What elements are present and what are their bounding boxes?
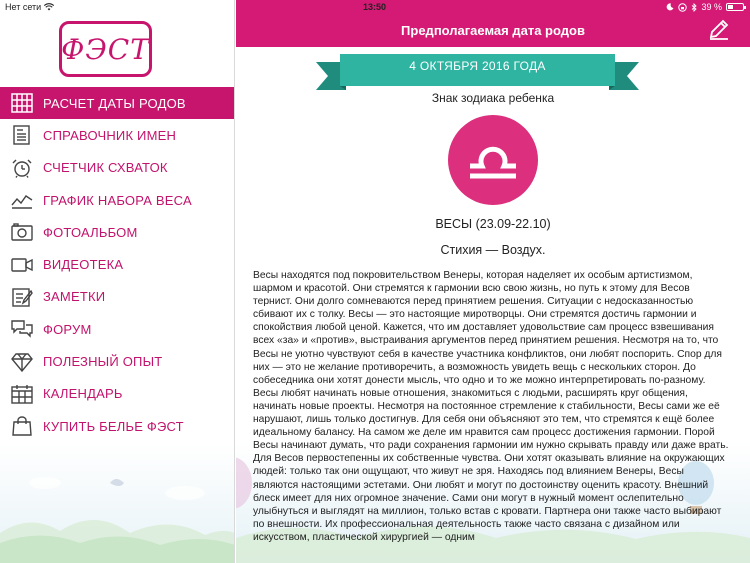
carrier-label: Нет сети xyxy=(5,2,42,12)
libra-icon xyxy=(468,140,518,180)
calendar-icon xyxy=(10,383,34,405)
sidebar-item-label: СПРАВОЧНИК ИМЕН xyxy=(43,127,177,143)
note-edit-icon xyxy=(10,286,34,308)
due-date: 4 ОКТЯБРЯ 2016 ГОДА xyxy=(409,59,546,73)
description-paragraph: Весы находятся под покровительством Венеры, которая наделяет их особым артистизмом, шармом и красотой. Они стремятся к гармонии всю свою жизнь, но путь к этому для Весов тернист. Они долго сомневаются перед принятием решения. Ситуации с недосказанностью сбивают их с толку. Весы — это настоящие миротворцы. Они стремятся достичь гармонии и спокойствия любой ценой. Кажется, что им доставляет удовольствие сам процесс взвешивания всех «за» и «против», выстраивания аргументов перед принятием решения. Несмотря на то, что Весы не уютно чувствуют себя в качестве участника конфликтов, они любят поспорить. Спор для них — это не желание противоречить, а возможность увидеть вещь с нескольких сторон. До собеседника они хотят донести мысль, что одно и то же можно интерпретировать по-разному. xyxy=(253,270,723,386)
sidebar-item-weight-chart[interactable] xyxy=(0,184,235,216)
grid-icon xyxy=(10,92,34,114)
lock-rotation-icon xyxy=(678,3,687,12)
sidebar-item-calendar[interactable] xyxy=(0,378,235,410)
status-time: 13:50 xyxy=(363,2,387,12)
sidebar-item-label: ФОТОАЛЬБОМ xyxy=(43,224,138,240)
sidebar-item-experience[interactable] xyxy=(0,345,235,377)
zodiac-description xyxy=(253,269,731,544)
sidebar-item-label: КУПИТЬ БЕЛЬЕ ФЭСТ xyxy=(43,418,184,434)
carrier-indicator xyxy=(5,2,54,12)
main-content xyxy=(236,47,750,563)
sidebar-item-notes[interactable] xyxy=(0,281,235,313)
brand-logo-text: ФЭСТ xyxy=(61,32,150,66)
battery-icon xyxy=(726,3,744,11)
page-title: Предполагаемая дата родов xyxy=(401,23,585,38)
sidebar-item-names[interactable] xyxy=(0,119,235,151)
status-bar xyxy=(0,0,750,14)
sidebar-item-label: РАСЧЕТ ДАТЫ РОДОВ xyxy=(43,95,186,111)
status-right xyxy=(666,2,744,12)
sidebar-item-contractions[interactable] xyxy=(0,152,235,184)
sidebar-background-illustration xyxy=(0,443,235,563)
sidebar-item-label: СЧЕТЧИК СХВАТОК xyxy=(43,160,168,176)
sidebar-item-label: ГРАФИК НАБОРА ВЕСА xyxy=(43,192,192,208)
zodiac-element: Стихия — Воздух. xyxy=(440,243,546,257)
wifi-icon xyxy=(44,3,54,11)
sidebar-item-label: ФОРУМ xyxy=(43,321,92,337)
alarm-clock-icon xyxy=(10,157,34,179)
chart-line-icon xyxy=(10,189,34,211)
edit-pencil-icon[interactable] xyxy=(708,18,730,40)
zodiac-sign: ВЕСЫ (23.09-22.10) xyxy=(435,217,551,231)
camera-icon xyxy=(10,221,34,243)
description-paragraph: Весы любят начинать новые отношения, знакомиться с людьми, расширять круг общения, начинать новые проекты. Несмотря на постоянное стремление к стабильности, Весы сами же её нарушают, лишь только достигнув. Для себя они объясняют это тем, что стремятся к ещё более идеальному балансу. На самом же деле им нравится сам процесс достижения гармонии. Порой Весы начинают думать, что ради сохранения гармонии им нужно скрывать правду или даже врать. xyxy=(253,387,729,452)
sidebar-item-photo-album[interactable] xyxy=(0,216,235,248)
sidebar-menu xyxy=(0,87,235,475)
sidebar-item-label: ЗАМЕТКИ xyxy=(43,289,106,305)
sidebar-item-video[interactable] xyxy=(0,248,235,280)
sidebar-item-label: КАЛЕНДАРЬ xyxy=(43,386,123,402)
battery-fill xyxy=(728,5,733,9)
shopping-bag-icon xyxy=(10,415,34,437)
sidebar-item-shop[interactable] xyxy=(0,410,235,442)
battery-percent: 39 % xyxy=(701,2,722,12)
description-paragraph: Для Весов первостепенны их собственные чувства. Они хотят оказывать влияние на окружающих людей: только так они ощущают, что живут не зря. Находясь под влиянием Венеры, Весы являются настоящими эстетами. Они любят и могут по достоинству оценить красоту. Внешний блеск имеет для них огромное значение. Сами они могут в нужный момент ослепительно улыбнуться и выглядят на миллион, только встав с кровати. Партнера они также часто выбирают по внешности. Их профессиональная деятельность также часто связана с дизайном или искусством, пластической хирургией — одним xyxy=(253,453,725,543)
zodiac-badge xyxy=(448,115,538,205)
diamond-icon xyxy=(10,351,34,373)
video-camera-icon xyxy=(10,254,34,276)
sidebar-item-label: ВИДЕОТЕКА xyxy=(43,257,124,273)
book-icon xyxy=(10,124,34,146)
brand-logo[interactable] xyxy=(59,21,152,77)
sidebar-item-due-date[interactable] xyxy=(0,87,235,119)
chat-bubbles-icon xyxy=(10,318,34,340)
bluetooth-icon xyxy=(691,3,697,12)
zodiac-title: Знак зодиака ребенка xyxy=(431,91,555,105)
sidebar-item-forum[interactable] xyxy=(0,313,235,345)
moon-icon xyxy=(666,3,674,11)
sidebar-item-label: ПОЛЕЗНЫЙ ОПЫТ xyxy=(43,354,163,370)
sidebar xyxy=(0,0,235,563)
